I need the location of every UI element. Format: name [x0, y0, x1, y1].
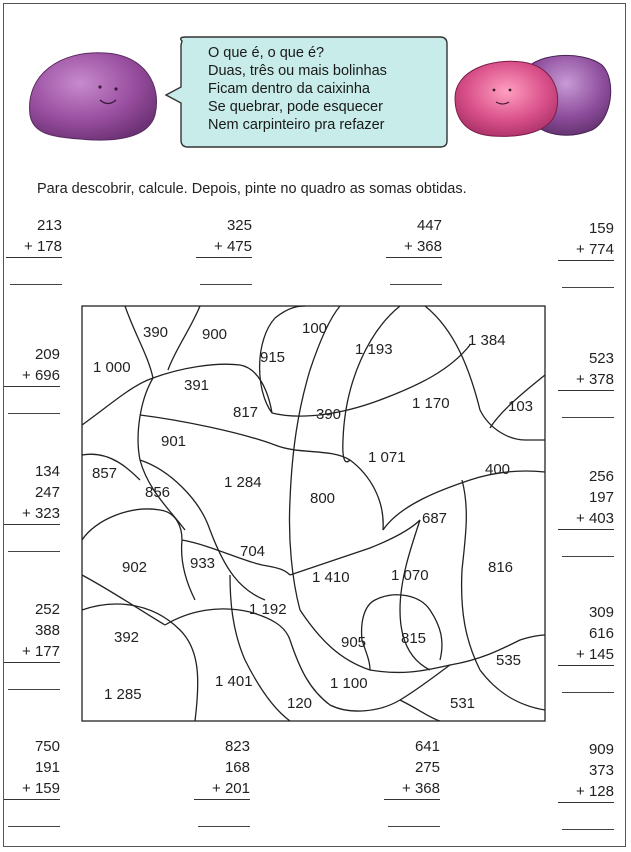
region-label[interactable]: 815	[401, 630, 427, 647]
riddle-line: Nem carpinteiro pra refazer	[208, 117, 385, 133]
addend: 252	[34, 601, 60, 618]
region-label[interactable]: 901	[161, 433, 187, 450]
addend: 325	[226, 217, 252, 234]
region-label[interactable]: 687	[422, 510, 448, 527]
addend: 641	[414, 738, 440, 755]
addend: 750	[34, 738, 60, 755]
region-label[interactable]: 391	[184, 377, 210, 394]
addend: 616	[588, 625, 614, 642]
addend: + 323	[4, 503, 60, 525]
addend: + 159	[4, 778, 60, 800]
addend: + 475	[196, 236, 252, 258]
region-label[interactable]: 704	[240, 543, 266, 560]
region-label[interactable]: 535	[496, 652, 522, 669]
region-label[interactable]: 1 192	[249, 601, 287, 618]
region-label[interactable]: 1 384	[468, 332, 506, 349]
region-label[interactable]: 857	[92, 465, 118, 482]
region-label[interactable]: 120	[287, 695, 313, 712]
region-label[interactable]: 390	[316, 406, 342, 423]
addend: 447	[416, 217, 442, 234]
region-label[interactable]: 1 410	[312, 569, 350, 586]
riddle-line: Se quebrar, pode esquecer	[208, 99, 383, 115]
region-label[interactable]: 390	[143, 324, 169, 341]
riddle-line: Duas, três ou mais bolinhas	[208, 63, 387, 79]
region-label[interactable]: 1 100	[330, 675, 368, 692]
region-label[interactable]: 1 284	[224, 474, 262, 491]
region-label[interactable]: 1 170	[412, 395, 450, 412]
region-label[interactable]: 800	[310, 490, 336, 507]
addend: 191	[34, 759, 60, 776]
region-label[interactable]: 856	[145, 484, 171, 501]
addend: 247	[34, 484, 60, 501]
region-label[interactable]: 392	[114, 629, 140, 646]
addend: 373	[588, 762, 614, 779]
addend: 388	[34, 622, 60, 639]
region-label[interactable]: 1 285	[104, 686, 142, 703]
addend: 275	[414, 759, 440, 776]
region-label[interactable]: 103	[508, 398, 534, 415]
addend: 523	[588, 350, 614, 367]
addend: 197	[588, 489, 614, 506]
region-label[interactable]: 400	[485, 461, 511, 478]
addend: 823	[224, 738, 250, 755]
region-label[interactable]: 1 071	[368, 449, 406, 466]
addend: + 201	[194, 778, 250, 800]
addend: + 403	[558, 508, 614, 530]
addend: + 128	[558, 781, 614, 803]
addend: 134	[34, 463, 60, 480]
region-label[interactable]: 816	[488, 559, 514, 576]
region-label[interactable]: 1 193	[355, 341, 393, 358]
addend: 159	[588, 220, 614, 237]
region-label[interactable]: 933	[190, 555, 216, 572]
addend: 256	[588, 468, 614, 485]
addend: + 145	[558, 644, 614, 666]
region-label[interactable]: 817	[233, 404, 259, 421]
region-label[interactable]: 100	[302, 320, 328, 337]
addend: 209	[34, 346, 60, 363]
region-label[interactable]: 905	[341, 634, 367, 651]
addend: + 177	[4, 641, 60, 663]
region-label[interactable]: 1 401	[215, 673, 253, 690]
addend: + 378	[558, 369, 614, 391]
addend: + 368	[386, 236, 442, 258]
riddle-line: O que é, o que é?	[208, 45, 325, 61]
addend: + 368	[384, 778, 440, 800]
region-label[interactable]: 531	[450, 695, 476, 712]
addend: + 696	[4, 365, 60, 387]
region-label[interactable]: 1 070	[391, 567, 429, 584]
region-label[interactable]: 1 000	[93, 359, 131, 376]
region-label[interactable]: 900	[202, 326, 228, 343]
region-label[interactable]: 902	[122, 559, 148, 576]
addend: 309	[588, 604, 614, 621]
addend: 168	[224, 759, 250, 776]
addend: + 774	[558, 239, 614, 261]
addend: 909	[588, 741, 614, 758]
riddle-line: Ficam dentro da caixinha	[208, 81, 370, 97]
region-label[interactable]: 915	[260, 349, 286, 366]
addend: + 178	[6, 236, 62, 258]
instruction-text: Para descobrir, calcule. Depois, pinte no quadro as somas obtidas.	[37, 181, 467, 197]
addend: 213	[36, 217, 62, 234]
